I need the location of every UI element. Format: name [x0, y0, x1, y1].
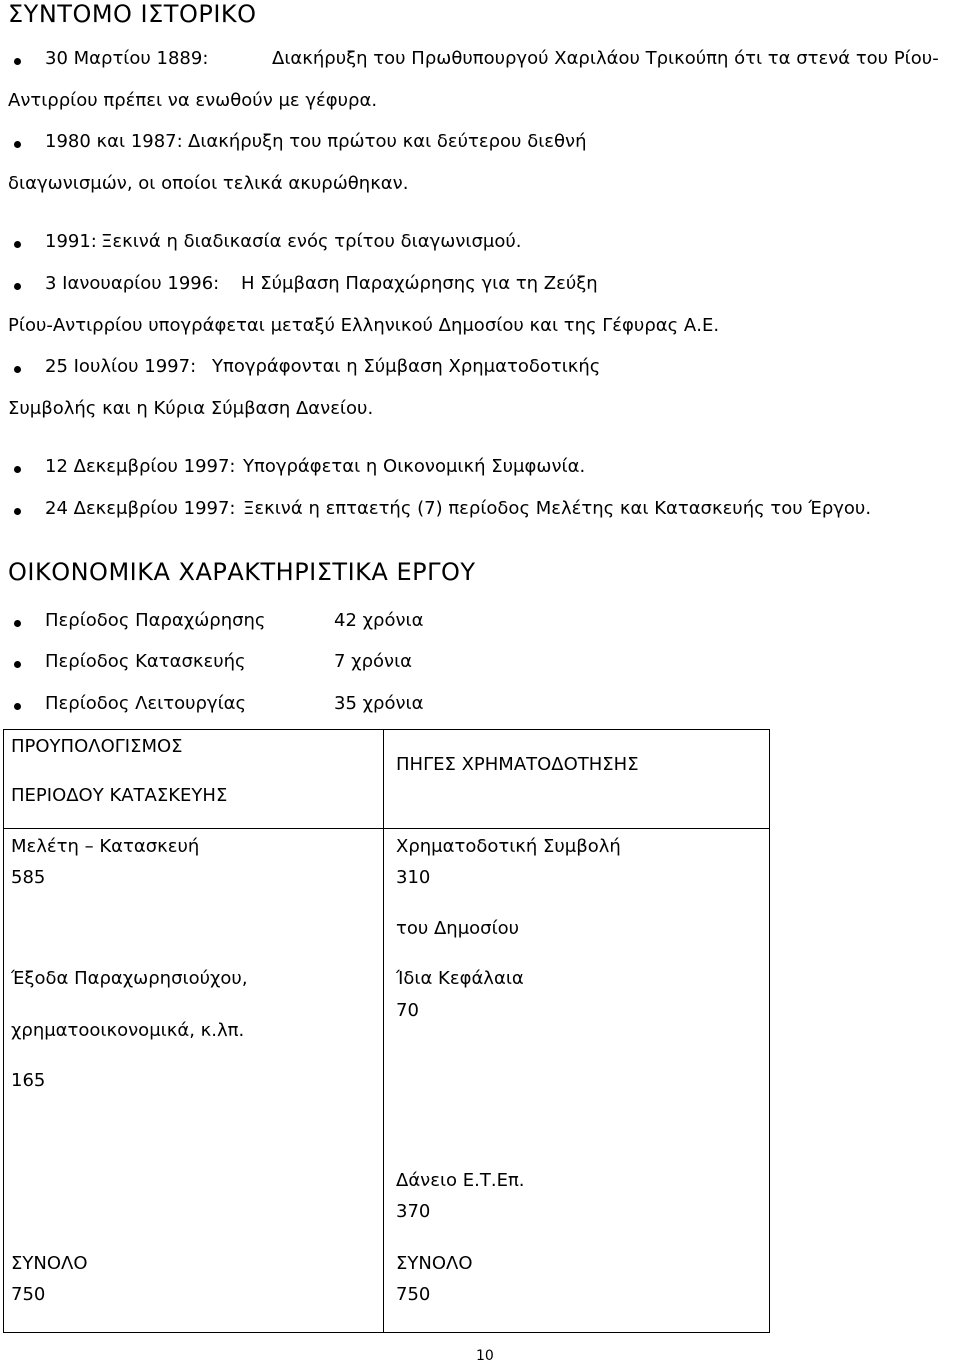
- history-item-date: 25 Ιουλίου 1997:: [45, 356, 197, 377]
- budget-item-label: χρηματοοικονομικά, κ.λπ.: [11, 1020, 245, 1041]
- history-item-date: 3 Ιανουαρίου 1996:: [45, 273, 220, 294]
- budget-item-value: 585: [11, 867, 46, 888]
- period-value: 42 χρόνια: [334, 610, 424, 631]
- funding-item-value: 70: [396, 1000, 419, 1021]
- history-item-text: Διακήρυξη του Πρωθυπουργού Χαριλάου Τρικούπη ότι τα στενά του Ρίου-: [272, 48, 939, 69]
- funding-item-label: Ίδια Κεφάλαια: [396, 968, 524, 989]
- budget-header-period: ΠΕΡΙΟΔΟΥ ΚΑΤΑΣΚΕΥΗΣ: [11, 785, 228, 806]
- bullet-icon: [14, 661, 21, 668]
- funding-item-sublabel: του Δημοσίου: [396, 918, 520, 939]
- page-number: 10: [476, 1348, 494, 1364]
- budget-header: ΠΡΟΥΠΟΛΟΓΙΣΜΟΣ: [11, 736, 183, 757]
- bullet-icon: [14, 241, 21, 248]
- period-label: Περίοδος Λειτουργίας: [45, 693, 247, 714]
- funding-item-label: Χρηματοδοτική Συμβολή: [396, 836, 621, 857]
- funding-item-label: Δάνειο Ε.Τ.Επ.: [396, 1170, 525, 1191]
- budget-item-label: Μελέτη – Κατασκευή: [11, 836, 200, 857]
- history-item-text: Ξεκινά η διαδικασία ενός τρίτου διαγωνισμού.: [101, 231, 522, 252]
- period-value: 35 χρόνια: [334, 693, 424, 714]
- history-item-continuation: Αντιρρίου πρέπει να ενωθούν με γέφυρα.: [8, 90, 378, 111]
- history-item-text: Διακήρυξη του πρώτου και δεύτερου διεθνή: [188, 131, 587, 152]
- history-item-text: Υπογράφεται η Οικονομική Συμφωνία.: [243, 456, 586, 477]
- period-label: Περίοδος Κατασκευής: [45, 651, 246, 672]
- history-item-continuation: Συμβολής και η Κύρια Σύμβαση Δανείου.: [8, 398, 374, 419]
- funding-total-label: ΣΥΝΟΛΟ: [396, 1253, 473, 1274]
- bullet-icon: [14, 620, 21, 627]
- bullet-icon: [14, 466, 21, 473]
- finance-title: ΟΙΚΟΝΟΜΙΚΑ ΧΑΡΑΚΤΗΡΙΣΤΙΚΑ ΕΡΓΟΥ: [8, 558, 476, 586]
- bullet-icon: [14, 508, 21, 515]
- history-item-date: 1991:: [45, 231, 97, 252]
- table-divider: [3, 828, 770, 829]
- period-label: Περίοδος Παραχώρησης: [45, 610, 266, 631]
- bullet-icon: [14, 703, 21, 710]
- history-item-text: Υπογράφονται η Σύμβαση Χρηματοδοτικής: [212, 356, 601, 377]
- history-title: ΣΥΝΤΟΜΟ ΙΣΤΟΡΙΚΟ: [8, 0, 257, 28]
- budget-total-label: ΣΥΝΟΛΟ: [11, 1253, 88, 1274]
- history-item-text: Η Σύμβαση Παραχώρησης για τη Ζεύξη: [241, 273, 598, 294]
- history-item-text: Ξεκινά η επταετής (7) περίοδος Μελέτης και Κατασκευής του Έργου.: [243, 498, 872, 519]
- budget-item-value: 165: [11, 1070, 46, 1091]
- funding-item-value: 310: [396, 867, 431, 888]
- period-value: 7 χρόνια: [334, 651, 413, 672]
- funding-header: ΠΗΓΕΣ ΧΡΗΜΑΤΟΔΟΤΗΣΗΣ: [396, 754, 639, 775]
- funding-total-value: 750: [396, 1284, 431, 1305]
- history-item-date: 12 Δεκεμβρίου 1997:: [45, 456, 236, 477]
- history-item-continuation: Ρίου-Αντιρρίου υπογράφεται μεταξύ Ελληνικού Δημοσίου και της Γέφυρας Α.Ε.: [8, 315, 720, 336]
- history-item-date: 1980 και 1987:: [45, 131, 183, 152]
- history-item-continuation: διαγωνισμών, οι οποίοι τελικά ακυρώθηκαν.: [8, 173, 409, 194]
- history-item-date: 24 Δεκεμβρίου 1997:: [45, 498, 236, 519]
- budget-item-label: Έξοδα Παραχωρησιούχου,: [11, 968, 248, 989]
- bullet-icon: [14, 366, 21, 373]
- bullet-icon: [14, 141, 21, 148]
- bullet-icon: [14, 58, 21, 65]
- funding-item-value: 370: [396, 1201, 431, 1222]
- budget-total-value: 750: [11, 1284, 46, 1305]
- history-item-date: 30 Μαρτίου 1889:: [45, 48, 209, 69]
- budget-column-right: [383, 729, 770, 1333]
- bullet-icon: [14, 283, 21, 290]
